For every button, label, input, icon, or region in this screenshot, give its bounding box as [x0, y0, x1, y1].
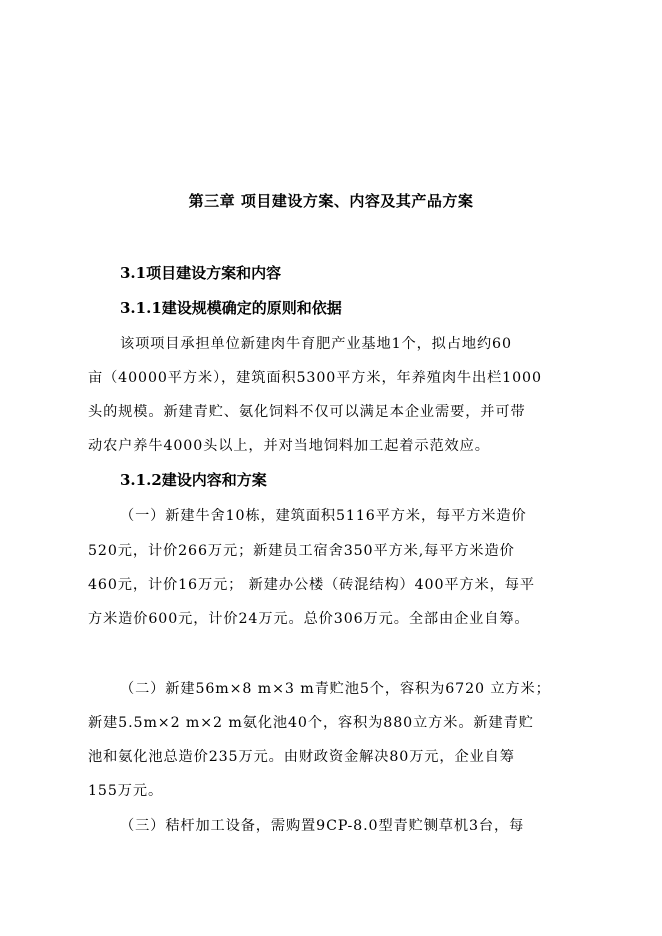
- paragraph-line: （三）秸杆加工设备，需购置9CP-8.0型青贮铡草机3台，每: [120, 818, 525, 834]
- paragraph-line: 520元，计价266万元；新建员工宿舍350平方米,每平方米造价: [88, 543, 515, 559]
- section-heading-3-1: 3.1项目建设方案和内容: [120, 264, 282, 282]
- paragraph-line: 该项项目承担单位新建肉牛育肥产业基地1个，拟占地约60: [120, 336, 512, 352]
- paragraph-line: 动农户养牛4000头以上，并对当地饲料加工起着示范效应。: [88, 438, 490, 454]
- paragraph-line: 155万元。: [88, 783, 164, 799]
- paragraph-line: （二）新建56m×8 m×3 m青贮池5个，容积为6720 立方米；: [120, 681, 551, 697]
- paragraph-line: 头的规模。新建青贮、氨化饲料不仅可以满足本企业需要，并可带: [88, 404, 526, 420]
- chapter-title: 第三章 项目建设方案、内容及其产品方案: [188, 192, 474, 210]
- paragraph-line: 方米造价600元，计价24万元。总价306万元。全部由企业自筹。: [88, 611, 530, 627]
- paragraph-line: 池和氨化池总造价235万元。由财政资金解决80万元，企业自筹: [88, 749, 515, 765]
- paragraph-line: 新建5.5m×2 m×2 m氨化池40个，容积为880立方米。新建青贮: [88, 715, 534, 731]
- paragraph-line: 亩（40000平方米），建筑面积5300平方米，年养殖肉牛出栏1000: [88, 370, 542, 386]
- section-heading-3-1-1: 3.1.1建设规模确定的原则和依据: [120, 299, 342, 317]
- paragraph-line: （一）新建牛舍10栋，建筑面积5116平方米，每平方米造价: [120, 508, 527, 524]
- paragraph-line: 460元，计价16万元； 新建办公楼（砖混结构）400平方米，每平: [88, 577, 535, 593]
- section-heading-3-1-2: 3.1.2建设内容和方案: [120, 471, 267, 489]
